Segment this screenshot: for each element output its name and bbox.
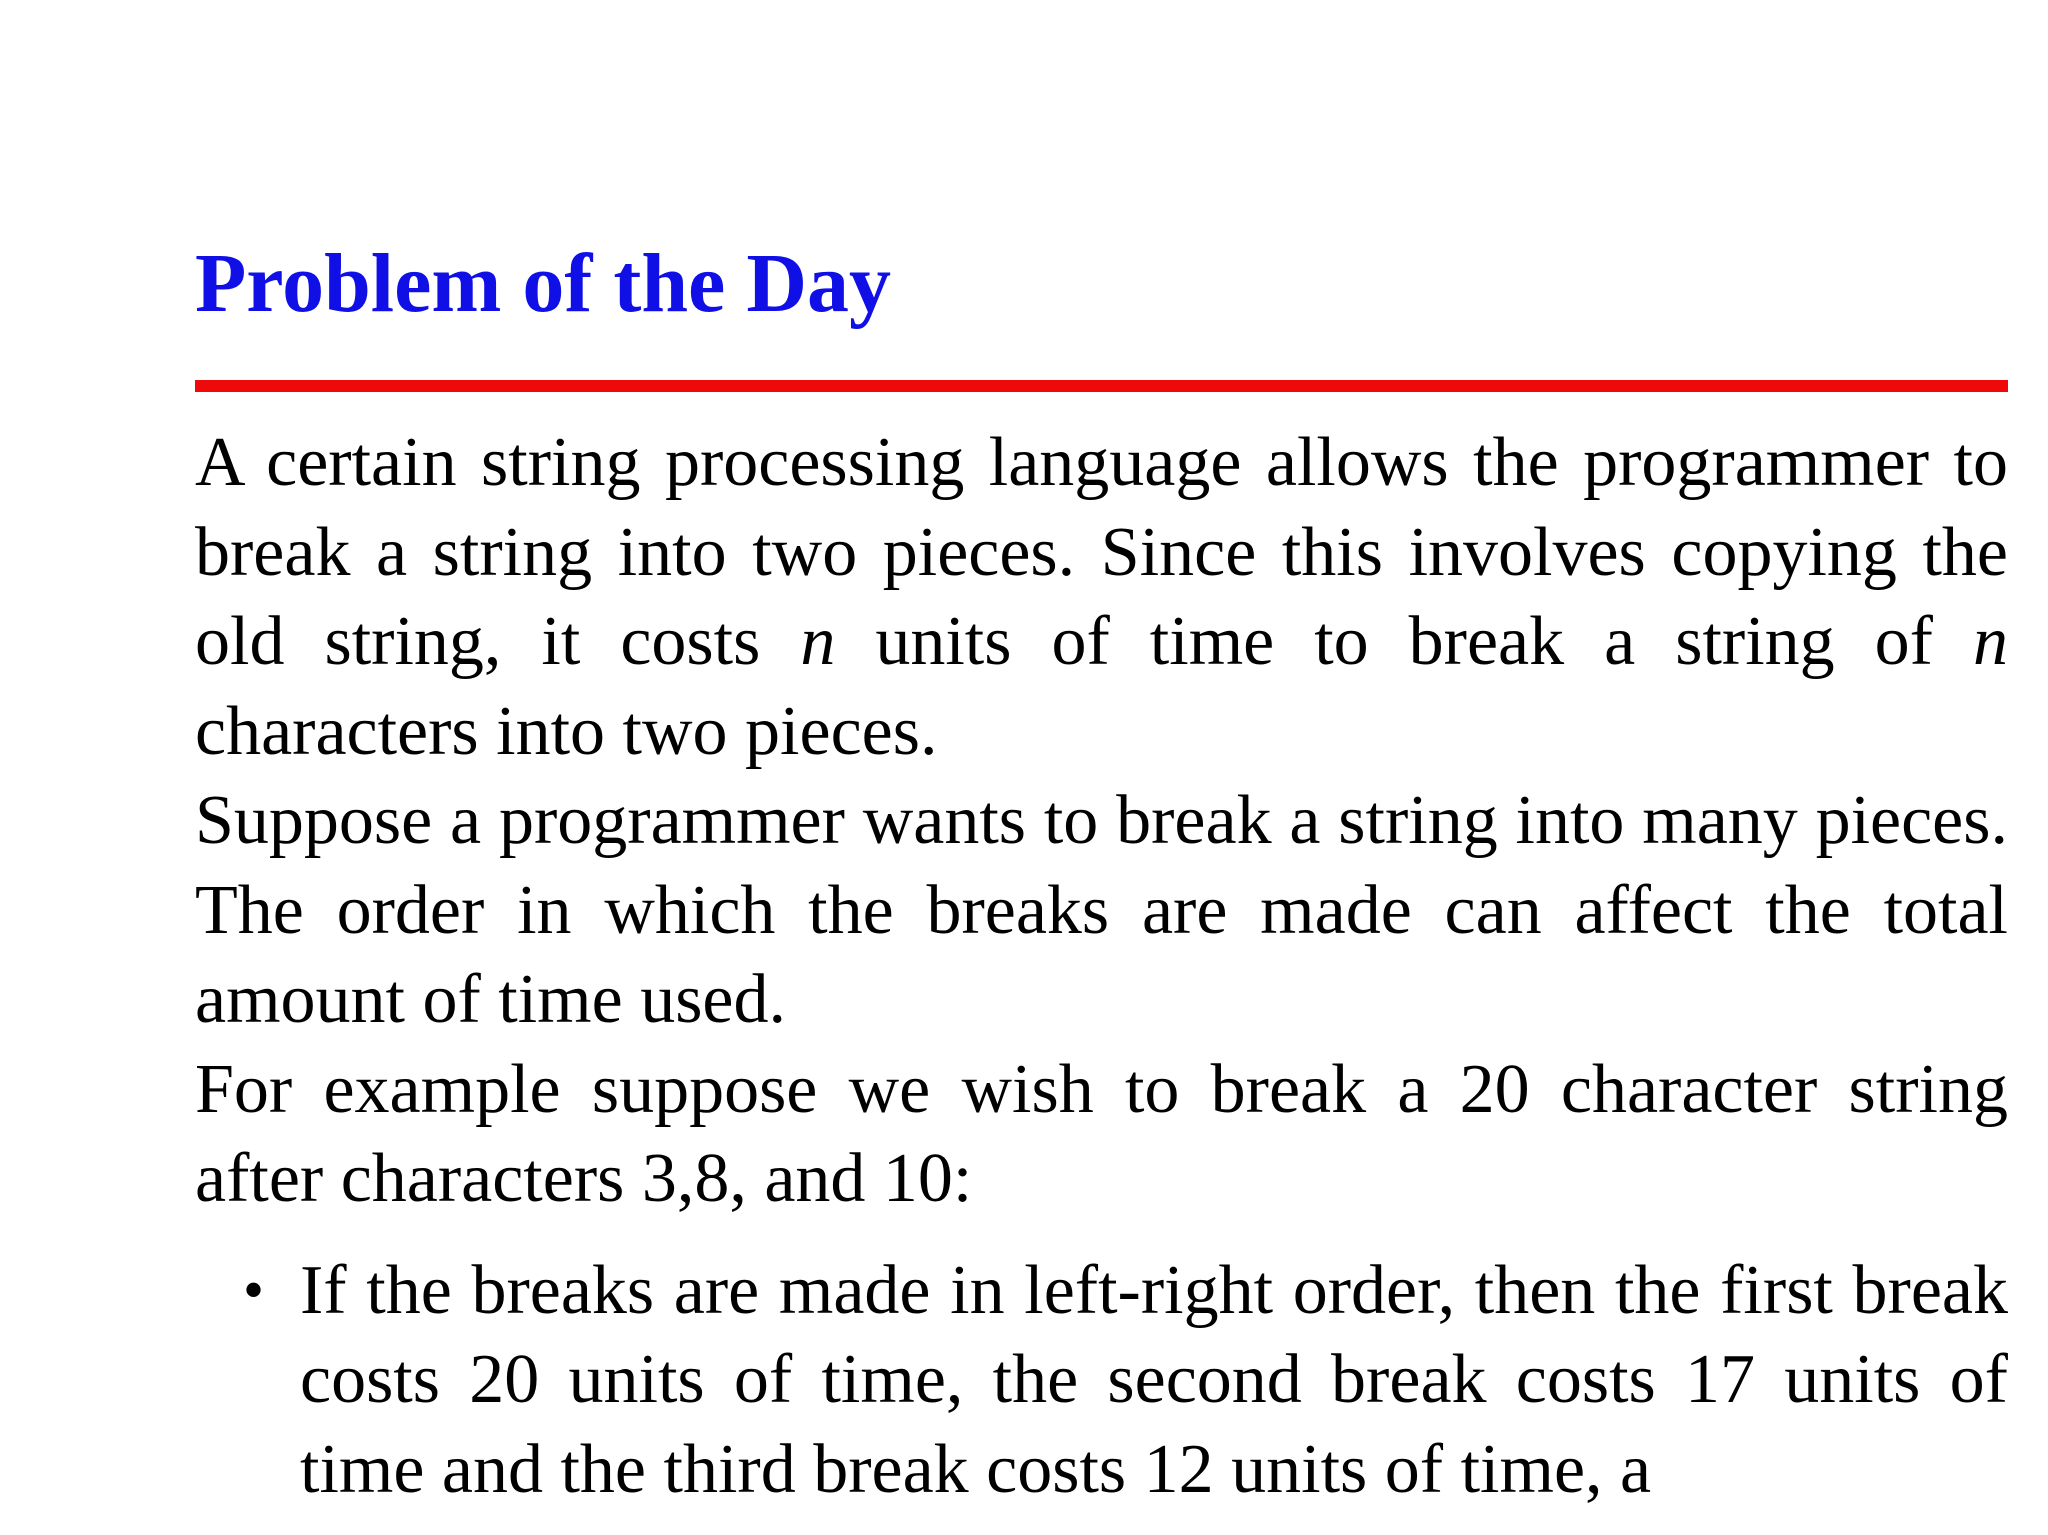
paragraph-example: For example suppose we wish to break a 20 character string after characters 3,8, and 10: <box>195 1050 2008 1217</box>
list-item-text: If the breaks are made in left-right order, then the first break costs 20 units of time, the second break costs 17 units of time and the third break costs 12 units of time, a <box>300 1251 2008 1508</box>
list-item <box>195 1246 2008 1515</box>
slide-title: Problem of the Day <box>195 237 891 330</box>
paragraph-text: units of time to break a string of <box>835 603 1973 680</box>
math-variable-n: n <box>800 603 836 680</box>
paragraph-order-matters: Suppose a programmer wants to break a string into many pieces. The order in which the breaks are made can affect the total amount of time used. <box>195 782 2008 1038</box>
slide-body <box>195 418 2008 1514</box>
title-divider <box>195 380 2008 392</box>
paragraph-cost-rule <box>195 418 2008 776</box>
bullet-icon: • <box>243 1256 265 1323</box>
paragraph-text: characters into two pieces. <box>195 692 938 770</box>
math-variable-n: n <box>1973 603 2008 680</box>
bullet-list <box>195 1246 2008 1515</box>
paragraph-text: A certain string processing language allows the programmer to break a string into two pieces. Since this involves copying the old string, it costs <box>195 424 2008 680</box>
